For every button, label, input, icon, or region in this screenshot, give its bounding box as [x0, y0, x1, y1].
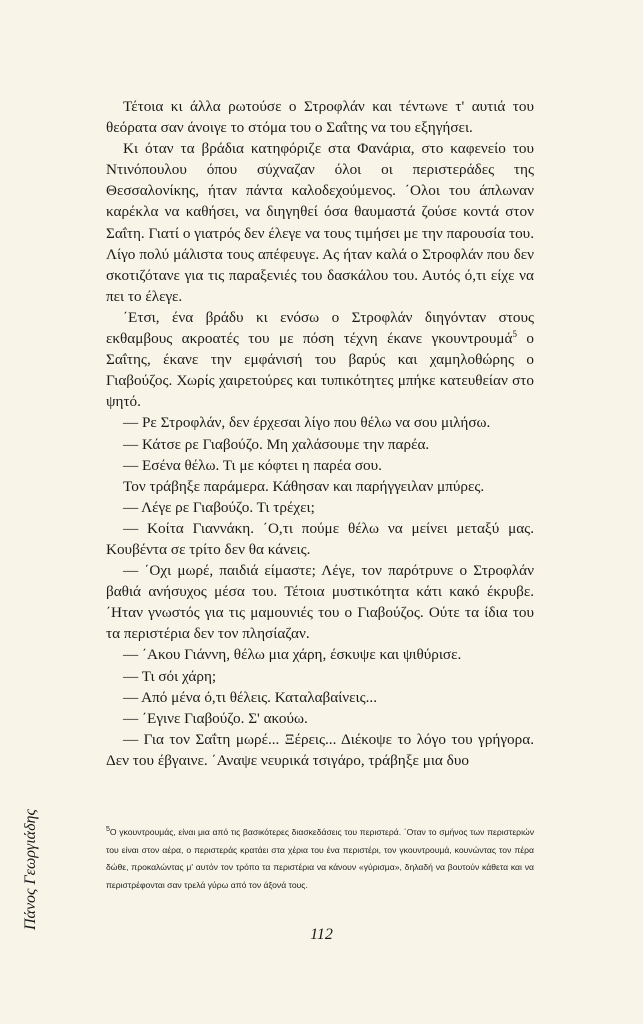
paragraph: Κι όταν τα βράδια κατηφόριζε στα Φανάρια, στο καφενείο του Ντινόπουλου όπου σύχναζαν όλοι οι περιστεράδες της Θεσσαλονίκης, ήταν πάντα καλοδεχούμενος. ΄Ολοι του άπλωναν καρέκλα να καθήσει, να διηγηθεί όσα θαυμαστά ζούσε κοντά στον Σαΐτη. Γιατί ο γιατρός δεν έλεγε να τους τιμήσει με την παρουσία του. Λίγο πολύ μάλιστα τους απέφευγε. Ας ήταν καλά ο Στροφλάν που δεν σκοτιζότανε για τις παραξενιές του δασκάλου του. Αυτός ό,τι είχε να πει το έλεγε. [106, 140, 534, 305]
body-text [106, 96, 534, 771]
dialogue-line: — ΄Ακου Γιάννη, θέλω μια χάρη, έσκυψε και ψιθύρισε. [123, 646, 462, 664]
dialogue-line: — Εσένα θέλω. Τι με κόφτει η παρέα σου. [123, 456, 382, 474]
paragraph-text: ΄Ετσι, ένα βράδυ κι ενόσω ο Στροφλάν διηγόνταν στους εκθαμβους ακροατές του με πόση τέχνη έκανε γκουντρουμά [106, 308, 534, 348]
footnote [106, 824, 534, 894]
dialogue-line: — ΄Εγινε Γιαβούζο. Σ' ακούω. [123, 709, 308, 727]
paragraph [106, 307, 534, 412]
dialogue-line: — Για τον Σαΐτη μωρέ... Ξέρεις... Διέκοψε το λόγο του γρήγορα. Δεν του έβγαινε. ΄Αναψε νευρικά τσιγάρο, τράβηξε μια δυο [106, 730, 534, 769]
dialogue-line: — ΄Οχι μωρέ, παιδιά είμαστε; Λέγε, τον παρότρυνε ο Στροφλάν βαθιά ανήσυχος μέσα του. Τέτοια μυστικότητα κάτι κακό έκρυβε. ΄Ηταν γνωστός για τις μαμουνιές του ο Γιαβούζος. Ούτε τα ίδια του τα περιστέρια δεν τον πλησίαζαν. [106, 562, 534, 643]
footnote-text: Ο γκουντρουμάς, είναι μια από τις βασικότερες διασκεδάσεις του περιστερά. ΄Οταν το σμήνος των περιστεριών του είναι στον αέρα, ο περιστεράς κρατάει στα χέρια του ένα περιστέρι, τον γκουντρουμά, κουνώντας τον πέρα δώθε, προκαλώντας μ' αυτόν τον τρόπο τα περιστέρια να κάνουν «γύρισμα», δηλαδή να βουτούν κάθετα και να περιστρέφονται σαν τρελά γύρω από τον άξονά τους. [106, 827, 534, 890]
dialogue-line: — Ρε Στροφλάν, δεν έρχεσαι λίγο που θέλω να σου μιλήσω. [123, 414, 491, 432]
dialogue-line: — Τι σόι χάρη; [123, 667, 217, 685]
dialogue-line: — Κοίτα Γιαννάκη. ΄Ο,τι πούμε θέλω να μείνει μεταξύ μας. Κουβέντα σε τρίτο δεν θα κάνεις. [106, 519, 534, 558]
paragraph: Τέτοια κι άλλα ρωτούσε ο Στροφλάν και τέντωνε τ' αυτιά του θεόρατα σαν άνοιγε το στόμα του ο Σαΐτης να του εξηγήσει. [106, 98, 534, 137]
narration-line: Τον τράβηξε παράμερα. Κάθησαν και παρήγγειλαν μπύρες. [123, 477, 485, 495]
dialogue-line: — Κάτσε ρε Γιαβούζο. Μη χαλάσουμε την παρέα. [123, 435, 430, 453]
dialogue-line: — Από μένα ό,τι θέλεις. Καταλαβαίνεις... [123, 688, 378, 706]
paragraph-text-continued: ο Σαΐτης, έκανε την εμφάνισή του βαρύς και χαμηλοθώρης ο Γιαβούζος. Χωρίς χαιρετούρες και τυπικότητες μπήκε κατευθείαν στο ψητό. [106, 330, 534, 411]
page-number: 112 [310, 926, 333, 943]
dialogue-line: — Λέγε ρε Γιαβούζο. Τι τρέχει; [123, 498, 315, 516]
footnote-reference: 5 [512, 328, 517, 339]
running-head-author: Πάνος Γεωργιάδης [22, 809, 39, 930]
footnote-marker: 5 [106, 826, 110, 834]
